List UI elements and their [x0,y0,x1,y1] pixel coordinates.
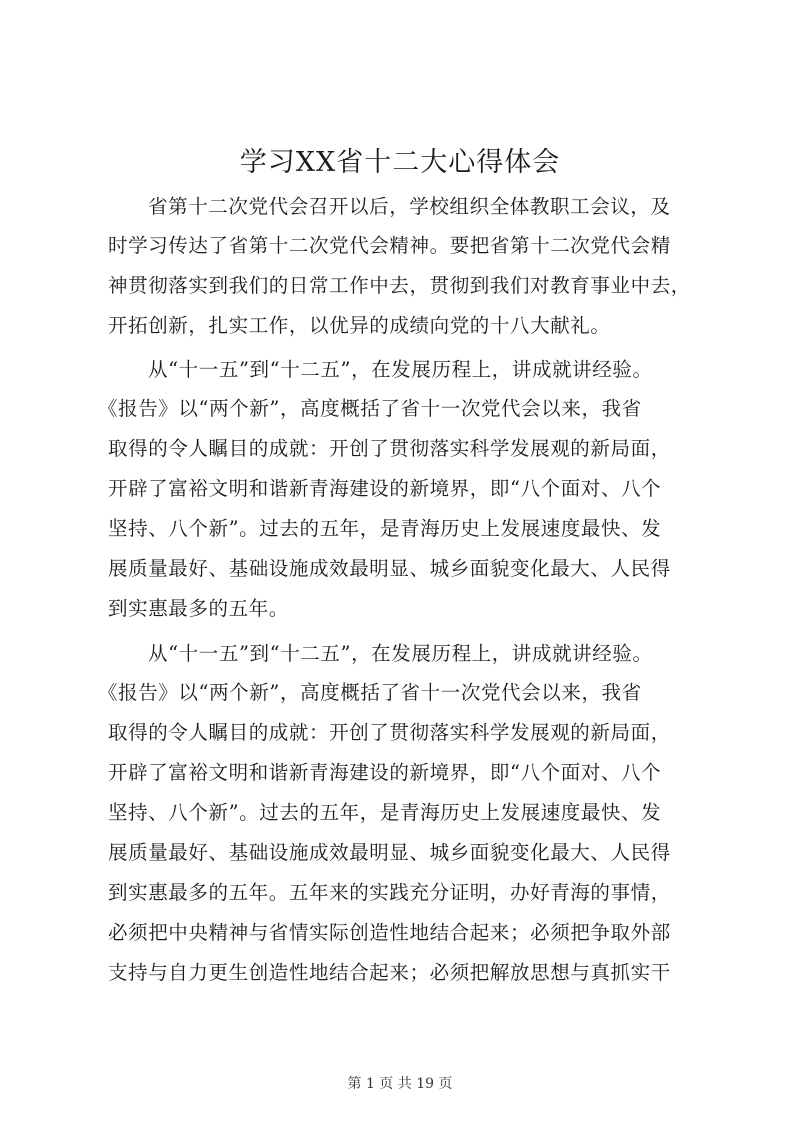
body-line: 取得的令人瞩目的成就：开创了贯彻落实科学发展观的新局面， [108,721,671,744]
body-line: 展质量最好、基础设施成效最明显、城乡面貌变化最大、人民得 [108,557,671,580]
body-line: 取得的令人瞩目的成就：开创了贯彻落实科学发展观的新局面， [108,437,671,460]
body-line: 到实惠最多的五年。五年来的实践充分证明，办好青海的事情， [108,881,671,904]
body-line: 从“十一五”到“十二五”，在发展历程上，讲成就讲经验。 [148,358,653,381]
document-title: 学习XX省十二大心得体会 [239,147,561,178]
body-line: 时学习传达了省第十二次党代会精神。要把省第十二次党代会精 [108,234,671,257]
body-line: 支持与自力更生创造性地结合起来；必须把解放思想与真抓实干 [108,961,671,984]
body-line: 开辟了富裕文明和谐新青海建设的新境界，即“八个面对、八个 [108,477,662,500]
body-line: 省第十二次党代会召开以后，学校组织全体教职工会议，及 [148,195,671,218]
body-line: 《报告》以“两个新”，高度概括了省十一次党代会以来，我省 [98,681,642,704]
body-line: 展质量最好、基础设施成效最明显、城乡面貌变化最大、人民得 [108,841,671,864]
body-line: 开辟了富裕文明和谐新青海建设的新境界，即“八个面对、八个 [108,761,662,784]
body-line: 神贯彻落实到我们的日常工作中去，贯彻到我们对教育事业中去， [108,274,691,297]
body-line: 坚持、八个新”。过去的五年，是青海历史上发展速度最快、发 [108,801,662,824]
page-number-footer: 第 1 页 共 19 页 [347,1076,453,1092]
body-line: 必须把中央精神与省情实际创造性地结合起来；必须把争取外部 [108,921,671,944]
body-line: 到实惠最多的五年。 [108,597,289,620]
body-line: 《报告》以“两个新”，高度概括了省十一次党代会以来，我省 [98,397,642,420]
body-line: 从“十一五”到“十二五”，在发展历程上，讲成就讲经验。 [148,642,653,665]
body-line: 开拓创新，扎实工作，以优异的成绩向党的十八大献礼。 [108,314,611,337]
body-line: 坚持、八个新”。过去的五年，是青海历史上发展速度最快、发 [108,517,662,540]
